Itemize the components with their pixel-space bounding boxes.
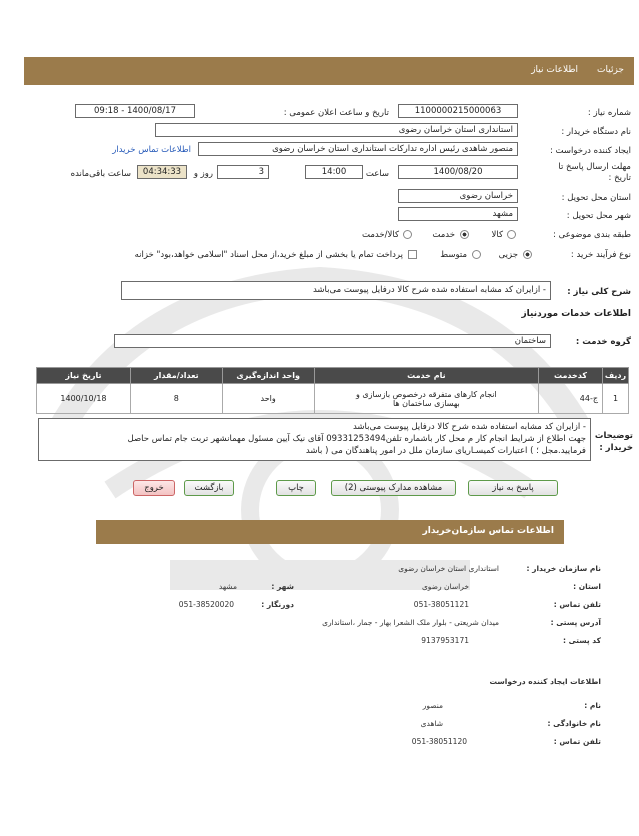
deadline-label: مهلت ارسال پاسخ تا تاریخ : xyxy=(558,162,631,183)
contact-province-value: خراسان رضوی xyxy=(421,582,469,591)
category-goods-service-label: کالا/خدمت xyxy=(362,230,399,240)
announce-field: 1400/08/17 - 09:18 xyxy=(75,104,195,118)
purchase-medium-label: متوسط xyxy=(440,250,467,260)
buyer-notes-box xyxy=(38,418,591,461)
cell-unit: واحد xyxy=(222,384,314,414)
contact-org-label: نام سازمان خریدار : xyxy=(526,564,601,573)
col-row: ردیف xyxy=(603,368,629,384)
creator-info-heading: اطلاعات ایجاد کننده درخواست xyxy=(489,677,601,686)
creator-field: منصور شاهدی رئیس اداره تدارکات استانداری استان خراسان رضوی xyxy=(198,142,518,156)
contact-org-value: استانداری استان خراسان رضوی xyxy=(398,564,499,573)
creator-name-value: منصور xyxy=(422,701,443,710)
services-table xyxy=(36,367,629,414)
col-code: کدخدمت xyxy=(539,368,603,384)
contact-phone-value: 051-38051121 xyxy=(413,600,469,609)
print-button[interactable]: چاپ xyxy=(276,480,316,496)
contact-province-label: استان : xyxy=(573,582,601,591)
cell-name-line2: بهسازی ساختمان ها xyxy=(392,398,460,408)
reply-button[interactable]: پاسخ به نیاز xyxy=(468,480,558,496)
purchase-partial-radio[interactable] xyxy=(523,250,532,260)
days-field: 3 xyxy=(217,165,269,179)
contact-city-label: شهر : xyxy=(271,582,294,591)
need-number-field: 1100000215000063 xyxy=(398,104,518,118)
creator-family-value: شاهدی xyxy=(420,719,443,728)
contact-postal-label: کد پستی : xyxy=(562,636,601,645)
creator-family-label: نام خانوادگی : xyxy=(547,719,601,728)
contact-fax-value: 051-38520020 xyxy=(178,600,234,609)
creator-label: ایجاد کننده درخواست : xyxy=(549,146,631,156)
payment-checkbox[interactable] xyxy=(408,250,417,260)
back-button[interactable]: بازگشت xyxy=(184,480,234,496)
category-goods-label: کالا xyxy=(491,230,503,240)
category-service-radio[interactable] xyxy=(460,230,469,240)
remaining-label: ساعت باقی‌مانده xyxy=(70,169,131,179)
cell-row: 1 xyxy=(603,384,629,414)
contact-fax-label: دورنگار : xyxy=(261,600,294,609)
buyer-notes-line3: فرمایید.مجل ؛ ) اعتبارات کمیسـاریای سازمان ملل در امور پناهندگان می ( باشد xyxy=(305,446,586,456)
purchase-partial-label: جزیی xyxy=(498,250,518,260)
payment-note: پرداخت تمام یا بخشی از مبلغ خرید،از محل اسناد "اسلامی خواهد،بود" خزانه xyxy=(134,250,403,260)
cell-date: 1400/10/18 xyxy=(37,384,131,414)
table-row xyxy=(37,384,629,414)
announce-label: تاریخ و ساعت اعلان عمومی : xyxy=(283,108,389,118)
cell-qty: 8 xyxy=(130,384,222,414)
province-label: استان محل تحویل : xyxy=(561,193,631,203)
contact-postal-value: 9137953171 xyxy=(421,636,469,645)
days-label: روز و xyxy=(193,169,213,179)
contact-city-value: مشهد xyxy=(218,582,237,591)
service-group-label: گروه خدمت : xyxy=(575,337,631,347)
col-name: نام خدمت xyxy=(314,368,539,384)
category-goods-service-radio[interactable] xyxy=(403,230,412,240)
cell-name xyxy=(314,384,539,414)
deadline-date-field: 1400/08/20 xyxy=(398,165,518,179)
buyer-notes-line1: - ازایران کد مشابه استفاده شده شرح کالا درفایل پیوست می‌باشد xyxy=(352,422,586,432)
attachments-button[interactable]: مشاهده مدارک پیوستی (2) xyxy=(331,480,456,496)
buyer-notes-label: توضیحات خریدار : xyxy=(594,431,633,453)
buyer-org-field: استانداری استان خراسان رضوی xyxy=(155,123,518,137)
creator-phone-label: تلفن تماس : xyxy=(553,737,601,746)
summary-field: - ازایران کد مشابه استفاده شده شرح کالا درفایل پیوست می‌باشد xyxy=(121,281,551,300)
city-field: مشهد xyxy=(398,207,518,221)
purchase-type-label: نوع فرآیند خرید : xyxy=(570,250,631,260)
need-number-label: شماره نیاز : xyxy=(587,108,631,118)
contact-address-value: میدان شریعتی - بلوار ملک الشعرا بهار - جمار ،استانداری xyxy=(322,618,499,627)
nav-details-tab[interactable]: جزئیات xyxy=(597,65,624,75)
creator-phone-value: 051-38051120 xyxy=(411,737,467,746)
city-label: شهر محل تحویل : xyxy=(566,211,631,221)
contact-heading: اطلاعات تماس سازمان‌خریدار xyxy=(422,526,554,536)
category-service-label: خدمت xyxy=(432,230,455,240)
cell-code: ج-44 xyxy=(539,384,603,414)
buyer-notes-line2: جهت اطلاع از شرایط انجام کار م محل کار باشماره تلفن09331253494 آقای نیک آیین مسئول مهمانشهر تربت جام تماس حاصل xyxy=(127,434,586,444)
province-field: خراسان رضوی xyxy=(398,189,518,203)
buyer-org-label: نام دستگاه خریدار : xyxy=(561,127,631,137)
col-date: تاریخ نیاز xyxy=(37,368,131,384)
deadline-time-label: ساعت xyxy=(365,169,389,179)
exit-button[interactable]: خروج xyxy=(133,480,175,496)
deadline-time-field: 14:00 xyxy=(305,165,363,179)
cell-name-line1: انجام کارهای متفرقه درخصوص بازسازی و xyxy=(355,389,497,399)
service-group-field: ساختمان xyxy=(114,334,551,348)
top-nav-bar xyxy=(24,57,634,85)
services-heading: اطلاعات خدمات موردنیاز xyxy=(521,309,631,319)
creator-name-label: نام : xyxy=(584,701,601,710)
buyer-contact-link[interactable]: اطلاعات تماس خریدار xyxy=(112,145,191,155)
col-qty: تعداد/مقدار xyxy=(130,368,222,384)
category-goods-radio[interactable] xyxy=(507,230,516,240)
summary-label: شرح کلی نیاز : xyxy=(567,287,631,297)
remaining-time-field: 04:34:33 xyxy=(137,165,187,179)
col-unit: واحد اندازه‌گیری xyxy=(222,368,314,384)
contact-address-label: آدرس پستی : xyxy=(550,618,601,627)
category-label: طبقه بندی موضوعی : xyxy=(553,230,631,240)
contact-phone-label: تلفن تماس : xyxy=(553,600,601,609)
purchase-medium-radio[interactable] xyxy=(472,250,481,260)
nav-info-tab[interactable]: اطلاعات نیاز xyxy=(531,65,578,75)
contact-section-header xyxy=(96,520,564,544)
